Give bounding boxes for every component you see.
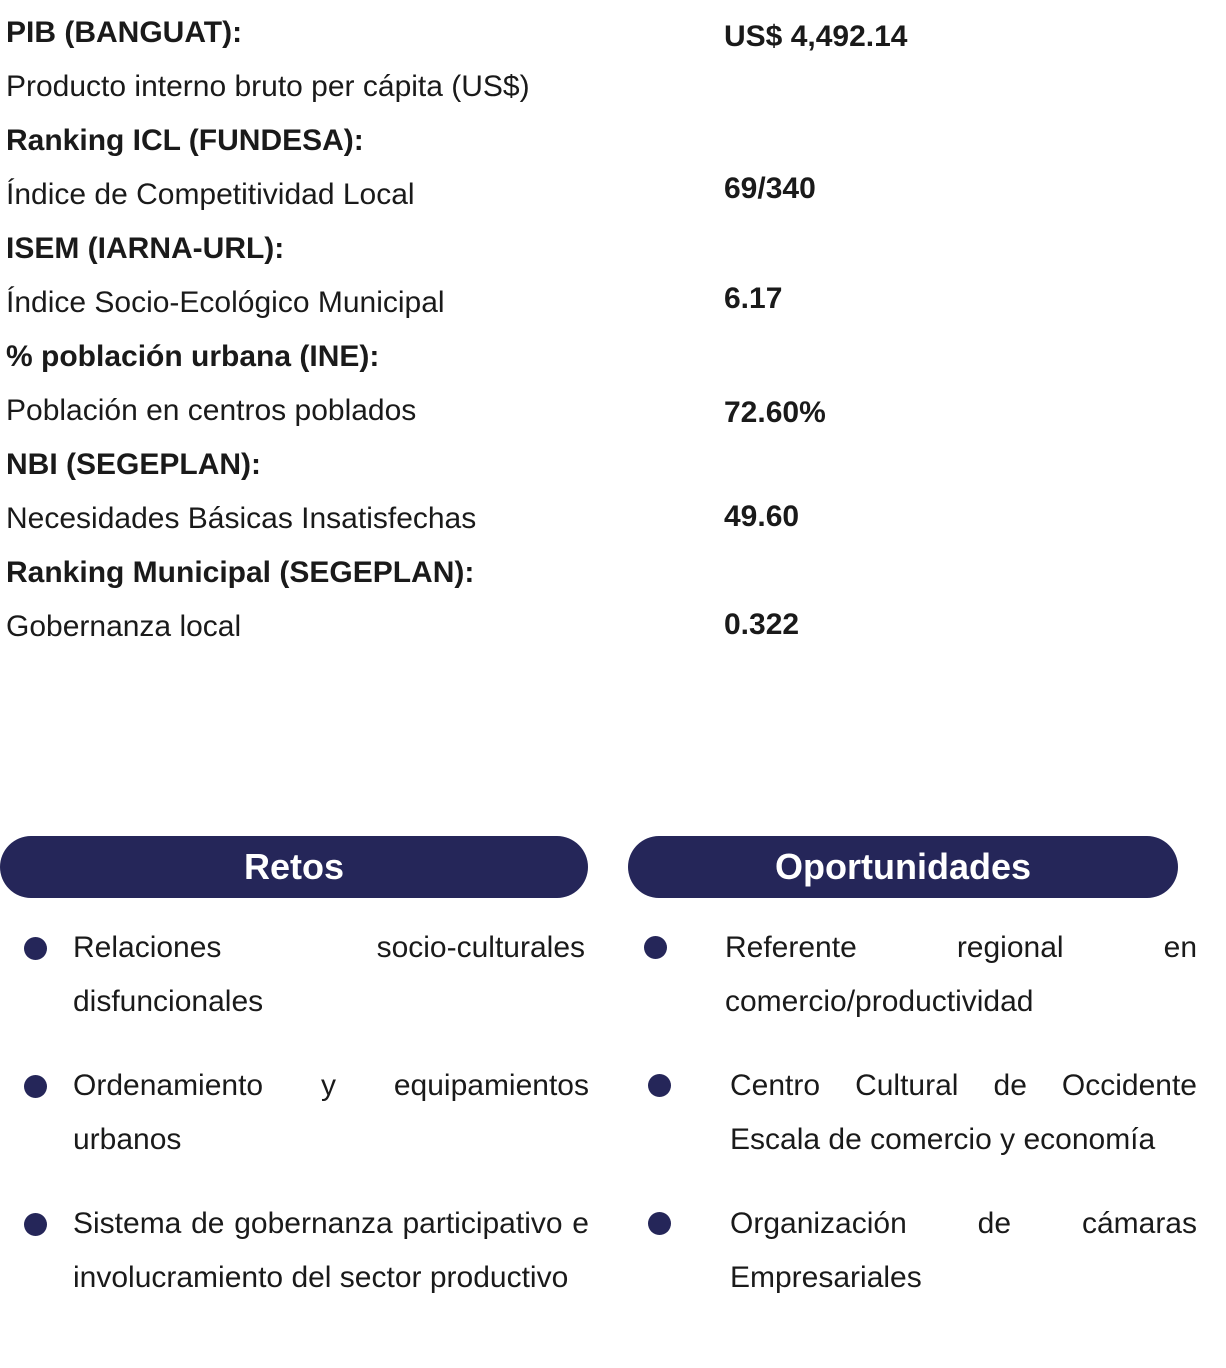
oportunidad-text: Centro Cultural de Occidente Escala de comercio y economía [730, 1069, 1197, 1156]
indicator-label-pib: PIB (BANGUAT): [6, 16, 243, 49]
oportunidad-text: Organización de cámaras Empresariales [730, 1207, 1197, 1294]
bullet-icon [648, 1212, 671, 1235]
indicator-description-urban: Población en centros poblados [6, 394, 417, 427]
bullet-icon [644, 936, 667, 959]
bullet-icon [648, 1074, 671, 1097]
reto-text: Relaciones socio-culturales disfuncionales [73, 931, 585, 1018]
indicator-value-urban: 72.60% [724, 396, 826, 429]
indicator-description-isem: Índice Socio-Ecológico Municipal [6, 286, 445, 319]
oportunidad-text: Referente regional en comercio/productividad [725, 931, 1197, 1018]
oportunidades-heading: Oportunidades [628, 836, 1178, 898]
bullet-icon [24, 1213, 47, 1236]
indicator-description-icl: Índice de Competitividad Local [6, 178, 415, 211]
indicator-value-ranking-municipal: 0.322 [724, 608, 800, 641]
bullet-icon [24, 937, 47, 960]
retos-heading: Retos [0, 836, 588, 898]
indicator-description-nbi: Necesidades Básicas Insatisfechas [6, 502, 477, 535]
bullet-icon [24, 1075, 47, 1098]
indicator-value-pib: US$ 4,492.14 [724, 20, 908, 53]
indicator-value-nbi: 49.60 [724, 500, 800, 533]
indicator-description-pib: Producto interno bruto per cápita (US$) [6, 70, 530, 103]
indicator-label-nbi: NBI (SEGEPLAN): [6, 448, 261, 481]
indicator-value-icl: 69/340 [724, 172, 816, 205]
indicator-label-urban: % población urbana (INE): [6, 340, 380, 373]
indicator-label-icl: Ranking ICL (FUNDESA): [6, 124, 364, 157]
indicator-value-isem: 6.17 [724, 282, 783, 315]
reto-text: Ordenamiento y equipamientos urbanos [73, 1069, 589, 1156]
indicator-label-isem: ISEM (IARNA-URL): [6, 232, 285, 265]
reto-text: Sistema de gobernanza participativo e involucramiento del sector productivo [73, 1207, 589, 1294]
indicator-label-ranking-municipal: Ranking Municipal (SEGEPLAN): [6, 556, 475, 589]
indicator-description-ranking-municipal: Gobernanza local [6, 610, 242, 643]
